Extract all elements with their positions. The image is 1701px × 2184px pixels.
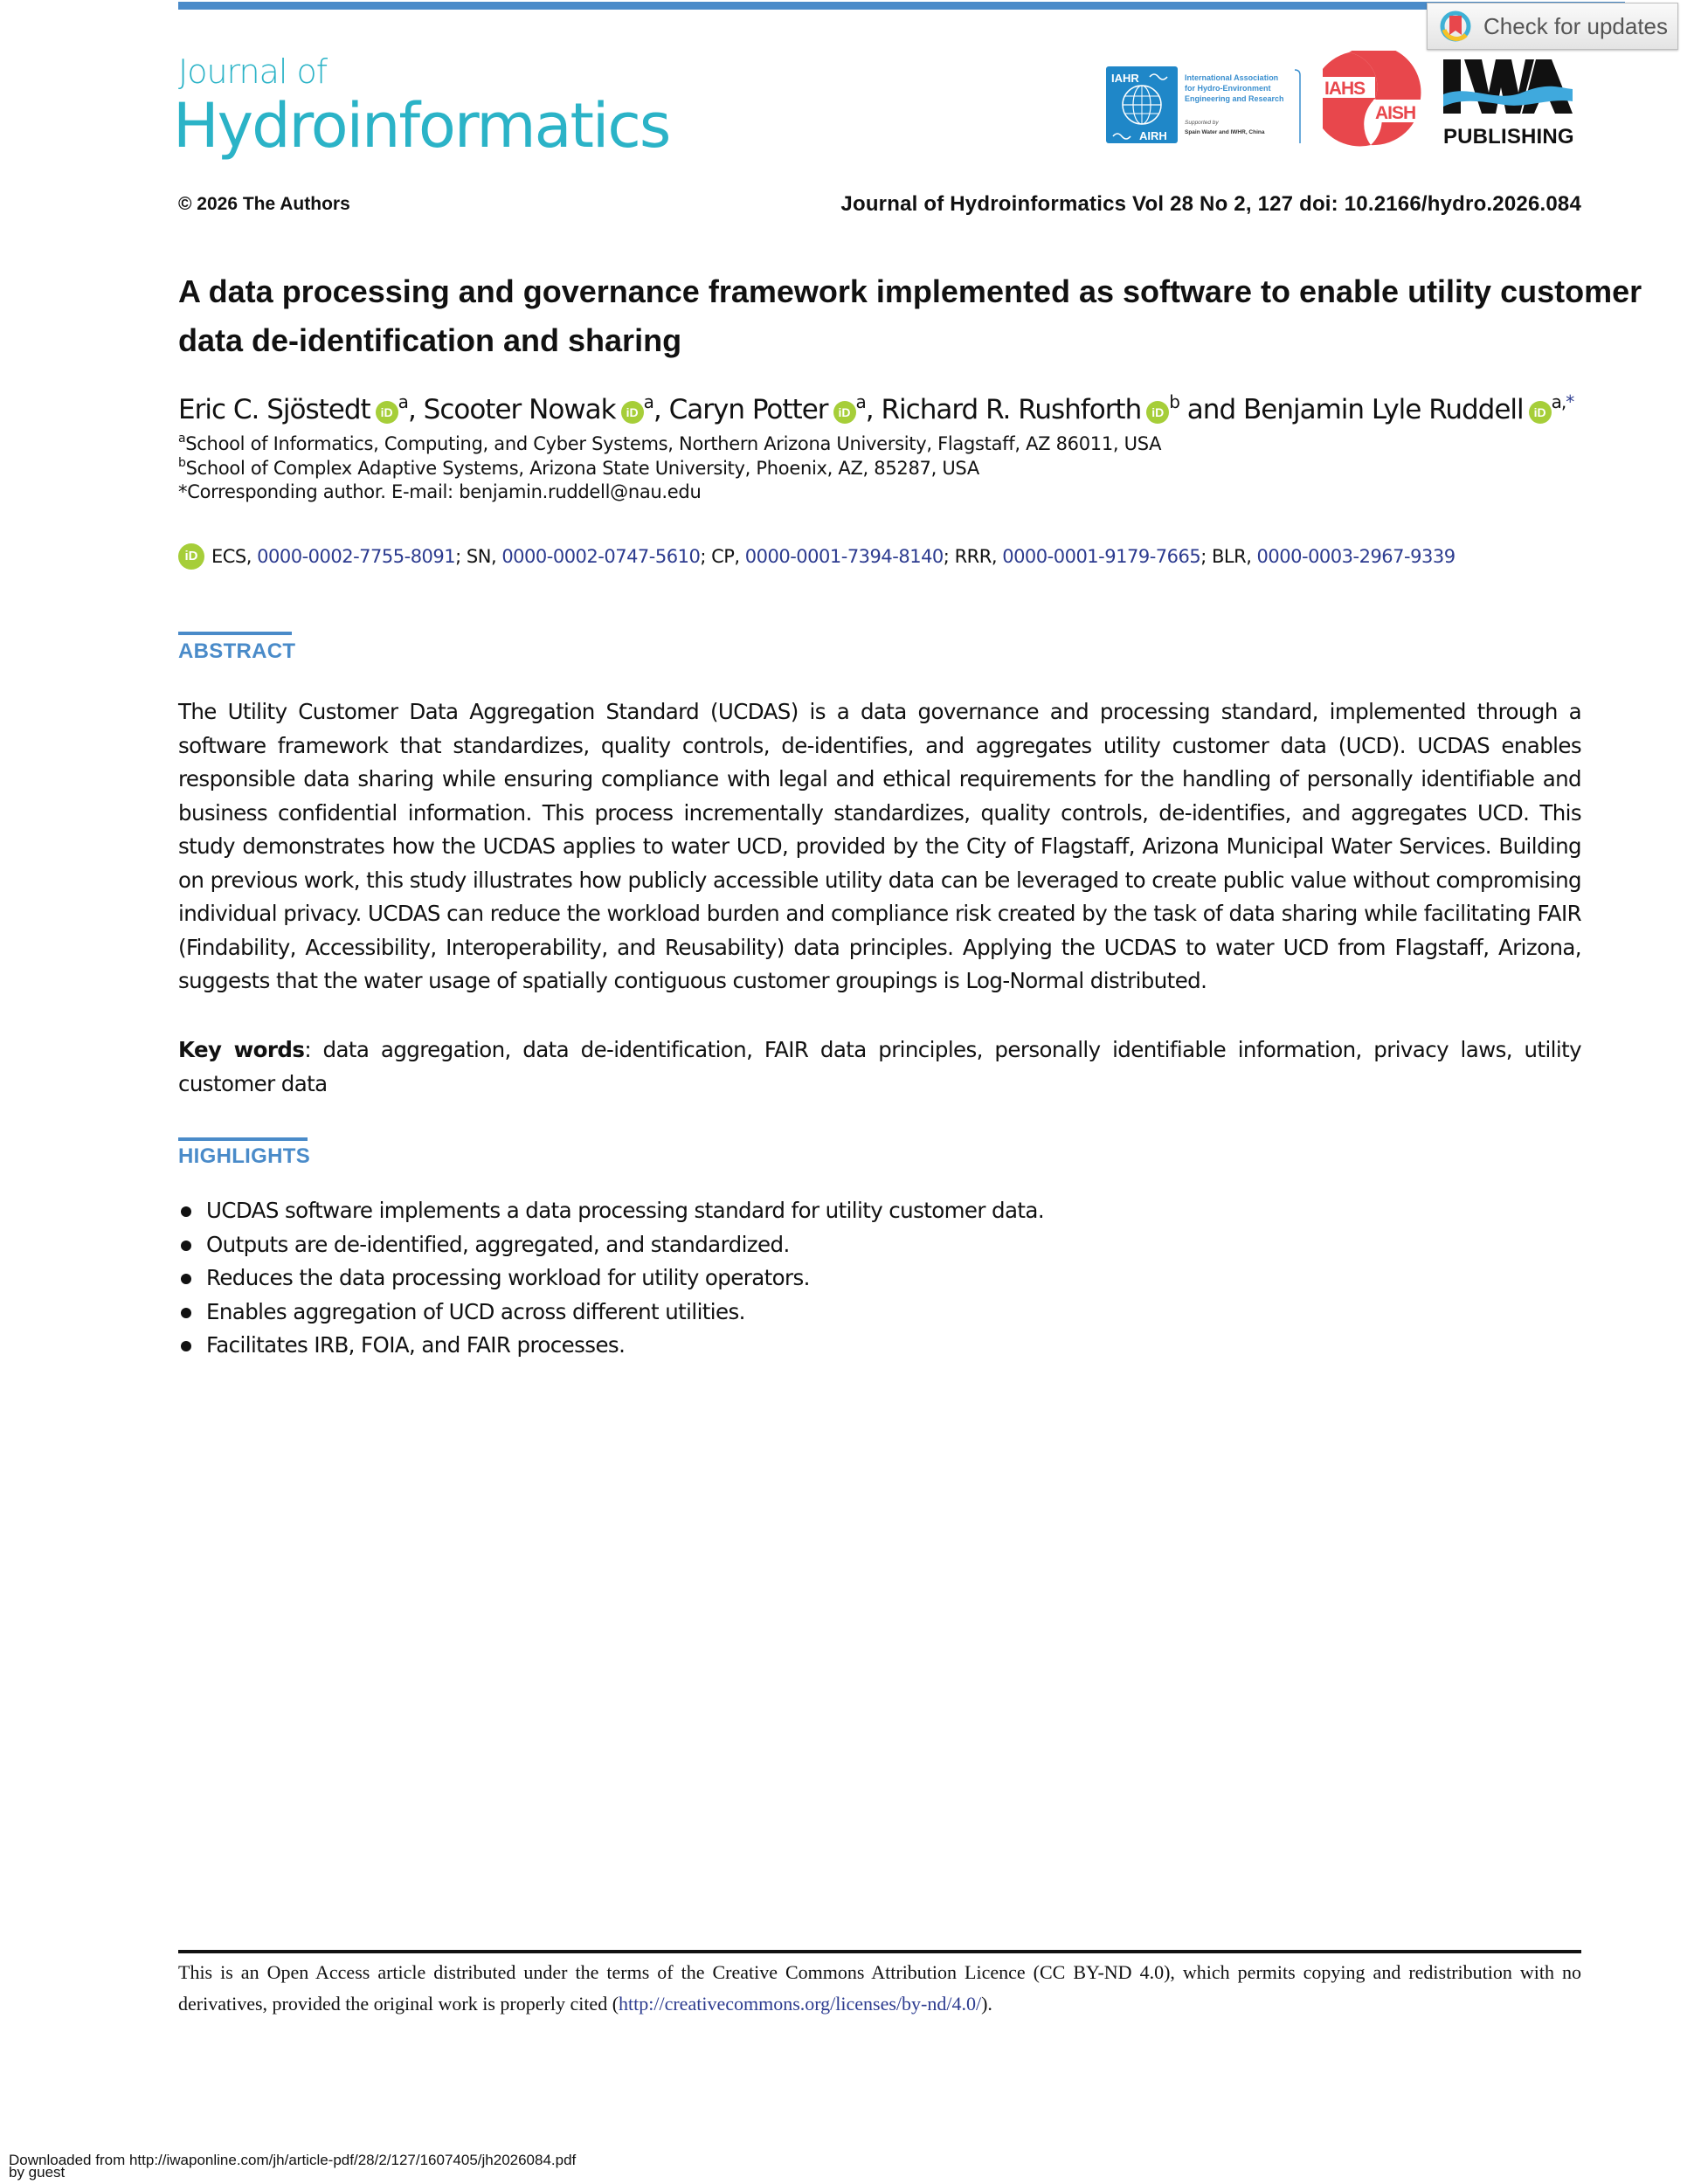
download-url: Downloaded from http://iwaponline.com/jh/article-pdf/28/2/127/1607405/jh2026084.pdf bbox=[9, 2152, 577, 2168]
orcid-icon[interactable]: iD bbox=[621, 401, 644, 424]
iahr-logo bbox=[1104, 65, 1305, 145]
author-name[interactable]: Eric C. Sjöstedt bbox=[178, 394, 370, 425]
article-title: A data processing and governance framework implemented as software to enable utility customer data de-identification and sharing bbox=[178, 273, 1642, 358]
iwa-publishing-logo bbox=[1443, 58, 1574, 147]
journal-logo-name: Hydroinformatics bbox=[173, 90, 670, 162]
iahr-name-line3: Engineering and Research bbox=[1185, 94, 1284, 103]
orcid-icon[interactable]: iD bbox=[1146, 401, 1169, 424]
keywords-label: Key words bbox=[178, 1037, 305, 1062]
orcid-icon: iD bbox=[178, 543, 204, 570]
list-item: Outputs are de-identified, aggregated, and standardized. bbox=[178, 1228, 1044, 1262]
citation-doi: Journal of Hydroinformatics Vol 28 No 2, 127 doi: 10.2166/hydro.2026.084 bbox=[840, 192, 1581, 216]
abstract-heading: ABSTRACT bbox=[178, 639, 296, 663]
author-name[interactable]: Richard R. Rushforth bbox=[881, 394, 1142, 425]
iahr-badge-top: IAHR bbox=[1111, 72, 1139, 85]
iwa-publishing-word: PUBLISHING bbox=[1443, 125, 1574, 147]
affiliation-mark: a bbox=[643, 391, 653, 412]
iahr-name-line2: for Hydro-Environment bbox=[1185, 84, 1271, 93]
iahs-text: IAHS bbox=[1324, 79, 1366, 99]
author-name[interactable]: Caryn Potter bbox=[668, 394, 828, 425]
affiliation-b: $^b$School of Complex Adaptive Systems, Arizona State University, Phoenix, AZ, 85287, USA bbox=[178, 456, 979, 479]
list-item: Facilitates IRB, FOIA, and FAIR processes. bbox=[178, 1329, 1044, 1363]
footer-rule bbox=[178, 1950, 1581, 1953]
orcid-link[interactable]: 0000-0003-2967-9339 bbox=[1256, 546, 1456, 567]
orcid-link[interactable]: 0000-0001-7394-8140 bbox=[744, 546, 944, 567]
orcid-link[interactable]: 0000-0001-9179-7665 bbox=[1002, 546, 1201, 567]
highlights-rule bbox=[178, 1137, 308, 1141]
corresponding-author-link[interactable]: * bbox=[1566, 391, 1574, 412]
journal-logo-prefix: Journal of bbox=[178, 52, 328, 91]
orcid-list: iD ECS , 0000-0002-7755-8091 ; SN , 0000-0002-0747-5610 ; CP , 0000-0001-7394-8140 ; RRR , 0000-0001-9179-7665 ; BLR , 0000-0003-2967-9339 bbox=[178, 543, 1456, 570]
iahr-supporters: Spain Water and IWHR, China bbox=[1185, 129, 1265, 135]
highlights-heading: HIGHLIGHTS bbox=[178, 1144, 310, 1168]
check-for-updates-label: Check for updates bbox=[1483, 12, 1669, 39]
license-link[interactable]: http://creativecommons.org/licenses/by-nd/4.0/ bbox=[619, 1993, 982, 2015]
highlights-list bbox=[178, 1194, 1044, 1363]
corresponding-author-email: *Corresponding author. E-mail: benjamin.ruddell@nau.edu bbox=[178, 481, 702, 502]
iahs-logo bbox=[1323, 51, 1424, 147]
author-name[interactable]: Scooter Nowak bbox=[423, 394, 616, 425]
aish-text: AISH bbox=[1375, 103, 1416, 123]
top-accent-bar bbox=[178, 2, 1625, 10]
affiliation-mark: a, bbox=[1551, 391, 1566, 412]
orcid-link[interactable]: 0000-0002-7755-8091 bbox=[257, 546, 456, 567]
affiliation-mark: a bbox=[398, 391, 408, 412]
affiliation-a: $^a$School of Informatics, Computing, and Cyber Systems, Northern Arizona University, Flagstaff, AZ 86011, USA bbox=[178, 432, 1162, 454]
iahr-supported-by: Supported by bbox=[1185, 120, 1219, 126]
list-item: Enables aggregation of UCD across different utilities. bbox=[178, 1296, 1044, 1330]
keywords bbox=[178, 1033, 1581, 1101]
keywords-list: : data aggregation, data de-identification, FAIR data principles, personally identifiable information, privacy laws, utility customer data bbox=[178, 1037, 1581, 1096]
download-user: by guest bbox=[9, 2164, 66, 2181]
copyright-notice: © 2026 The Authors bbox=[178, 194, 350, 214]
abstract-text: The Utility Customer Data Aggregation Standard (UCDAS) is a data governance and processing standard, implemented through a software framework that standardizes, quality controls, de-identifies, and aggregates utility customer data (UCD). UCDAS enables responsible data sharing while ensuring compliance with legal and ethical requirements for the handling of personally identifiable and business confidential information. This process incrementally standardizes, quality controls, de-identifies, and aggregates UCD. This study demonstrates how the UCDAS applies to water UCD, provided by the City of Flagstaff, Arizona Municipal Water Services. Building on previous work, this study illustrates how publicly accessible utility data can be leveraged to create public value without compromising individual privacy. UCDAS can reduce the workload burden and compliance risk created by the task of data sharing while facilitating FAIR (Findability, Accessibility, Interoperability, and Reusability) data principles. Applying the UCDAS to water UCD from Flagstaff, Arizona, suggests that the water usage of spatially contiguous customer groupings is Log-Normal distributed. bbox=[178, 699, 1581, 993]
download-stamp bbox=[9, 2154, 576, 2179]
orcid-icon[interactable]: iD bbox=[833, 401, 856, 424]
list-item: UCDAS software implements a data processing standard for utility customer data. bbox=[178, 1194, 1044, 1228]
affiliation-mark: b bbox=[1169, 391, 1179, 412]
orcid-icon[interactable]: iD bbox=[376, 401, 398, 424]
orcid-link[interactable]: 0000-0002-0747-5610 bbox=[501, 546, 701, 567]
list-item: Reduces the data processing workload for utility operators. bbox=[178, 1261, 1044, 1296]
affiliation-mark: a bbox=[855, 391, 866, 412]
author-list: Eric C. Sjöstedt iD $^a$, Scooter Nowak iD $^a$, Caryn Potter iD $^a$, Richard R. Rushforth iD $^b$ and Benjamin Lyle Ruddell iD $^{a,*}$ bbox=[178, 391, 1574, 425]
iahr-name-line1: International Association bbox=[1185, 73, 1279, 82]
crossmark-icon bbox=[1440, 10, 1471, 42]
orcid-icon[interactable]: iD bbox=[1529, 401, 1552, 424]
abstract-rule bbox=[178, 632, 292, 635]
license-notice: This is an Open Access article distributed under the terms of the Creative Commons Attribution Licence (CC BY-ND 4.0), which permits copying and redistribution with no derivatives, provided the original work is properly cited (http://creativecommons.org/licenses/by-nd/4.0/). bbox=[178, 1961, 1581, 2015]
iahr-badge-bottom: AIRH bbox=[1139, 129, 1167, 142]
author-name[interactable]: Benjamin Lyle Ruddell bbox=[1242, 394, 1524, 425]
check-for-updates-button[interactable] bbox=[1427, 3, 1678, 50]
